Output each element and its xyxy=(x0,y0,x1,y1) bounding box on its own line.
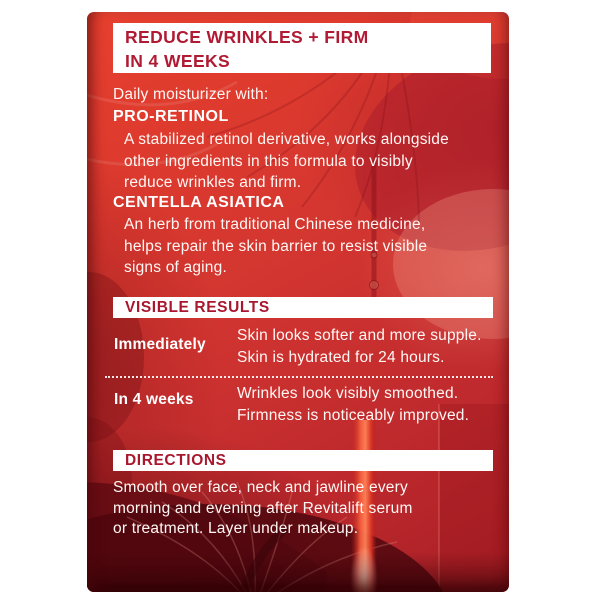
results-row-desc-immediately xyxy=(237,325,482,369)
results-row-when-4-weeks: In 4 weeks xyxy=(114,391,194,408)
visible-results-header xyxy=(113,297,493,318)
directions-line: or treatment. Layer under makeup. xyxy=(113,520,359,537)
directions-text xyxy=(113,478,413,540)
results-row-desc-4-weeks xyxy=(237,383,469,427)
visible-results-title: VISIBLE RESULTS xyxy=(125,299,270,316)
results-desc-line: Skin looks softer and more supple. xyxy=(237,327,482,344)
results-desc-line: Firmness is noticeably improved. xyxy=(237,407,470,424)
results-row-when-immediately: Immediately xyxy=(114,336,206,353)
directions-header xyxy=(113,450,493,471)
results-desc-line: Wrinkles look visibly smoothed. xyxy=(237,385,459,402)
claim-line-2: IN 4 WEEKS xyxy=(125,51,231,71)
directions-title: DIRECTIONS xyxy=(125,452,227,469)
directions-line: morning and evening after Revitalift serum xyxy=(113,499,413,517)
ingredient-description-pro-retinol xyxy=(124,129,449,194)
ingredient-desc-line: An herb from traditional Chinese medicine, xyxy=(124,216,426,233)
claim-banner xyxy=(113,23,491,73)
ingredient-description-centella-asiatica xyxy=(124,214,427,279)
directions-line: Smooth over face, neck and jawline every xyxy=(113,479,408,496)
ingredient-desc-line: helps repair the skin barrier to resist visible xyxy=(124,237,428,255)
ingredient-desc-line: signs of aging. xyxy=(124,259,227,276)
claim-line-1: REDUCE WRINKLES + FIRM xyxy=(125,27,369,47)
packaging-back-panel xyxy=(87,12,509,592)
ingredient-name-pro-retinol: PRO-RETINOL xyxy=(113,108,229,125)
row-separator xyxy=(105,376,493,378)
results-desc-line: Skin is hydrated for 24 hours. xyxy=(237,349,445,366)
ingredient-name-centella-asiatica: CENTELLA ASIATICA xyxy=(113,194,285,211)
ingredient-desc-line: reduce wrinkles and firm. xyxy=(124,174,302,191)
lead-text: Daily moisturizer with: xyxy=(113,86,269,103)
ingredient-desc-line: other ingredients in this formula to visibly xyxy=(124,152,413,170)
ingredient-desc-line: A stabilized retinol derivative, works alongside xyxy=(124,131,449,148)
